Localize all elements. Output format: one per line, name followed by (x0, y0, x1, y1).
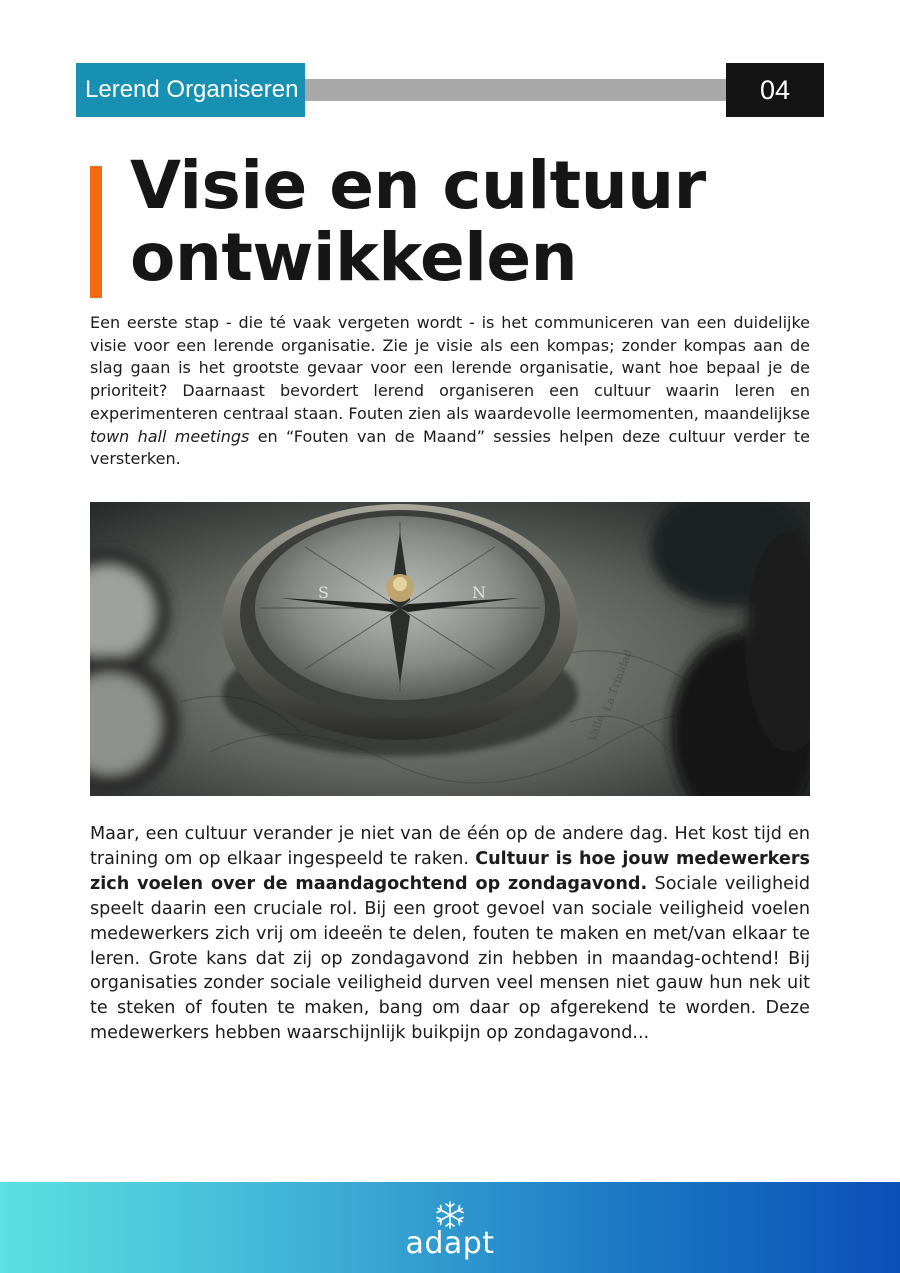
compass-illustration (90, 502, 810, 796)
compass-photo (90, 502, 810, 796)
body-bold-statement: Cultuur is hoe jouw medewerkers zich voelen over de maandagochtend op zondagavond. (90, 848, 810, 894)
title-accent-bar (90, 166, 102, 298)
section-label-text: Lerend Organiseren (85, 76, 299, 103)
adapt-logo (0, 1182, 900, 1273)
footer-band (0, 1182, 900, 1273)
svg-text:La Trinidad: La Trinidad (600, 647, 635, 714)
adapt-logo-text: adapt (405, 1225, 495, 1261)
page-title-line-1: Visie en cultuur (130, 147, 706, 224)
body-text-end: Sociale veiligheid speelt daarin een cruciale rol. Bij een groot gevoel van sociale veiligheid voelen medewerkers zich vrij om ideeën te delen, fouten te maken en met/van elkaar te leren. Grote kans dat zij op zondagavond zin hebben in maandag-ochtend! Bij organisaties zonder sociale veiligheid durven veel mensen niet gauw hun nek uit te steken of fouten te maken, bang om daar op afgerekend te worden. Deze medewerkers hebben waarschijnlijk buikpijn op zondagavond... (90, 873, 810, 1044)
intro-italic-phrase: town hall meetings (90, 426, 250, 446)
page-number (726, 63, 824, 117)
page-title-line-2: ontwikkelen (130, 219, 578, 296)
header-divider-bar (305, 79, 726, 101)
section-label (76, 63, 305, 117)
body-paragraph (90, 822, 810, 1046)
intro-paragraph (90, 312, 810, 471)
snowflake-icon (433, 1200, 467, 1230)
body-text-start: Maar, een cultuur verander je niet van de één op de andere dag. Het kost tijd en training om op elkaar ingespeeld te raken. (90, 824, 810, 869)
page-title (130, 147, 830, 296)
intro-text-end: en “Fouten van de Maand” sessies helpen deze cultuur verder te versterken. (90, 426, 810, 469)
compass-letter-n: N (472, 583, 486, 602)
page-number-text: 04 (759, 74, 791, 105)
intro-text-start: Een eerste stap - die té vaak vergeten wordt - is het communiceren van een duidelijke visie voor een lerende organisatie. Zie je visie als een kompas; zonder kompas aan de slag gaan is het grootste gevaar voor een lerende organisatie, want hoe bepaal je de prioriteit? Daarnaast bevordert lerend organiseren een cultuur waarin leren en experimenteren centraal staan. Fouten zien als waardevolle leermomenten, maandelijkse (90, 313, 810, 423)
compass-letter-s: S (318, 583, 329, 602)
svg-text:Valle: Valle (585, 713, 608, 744)
